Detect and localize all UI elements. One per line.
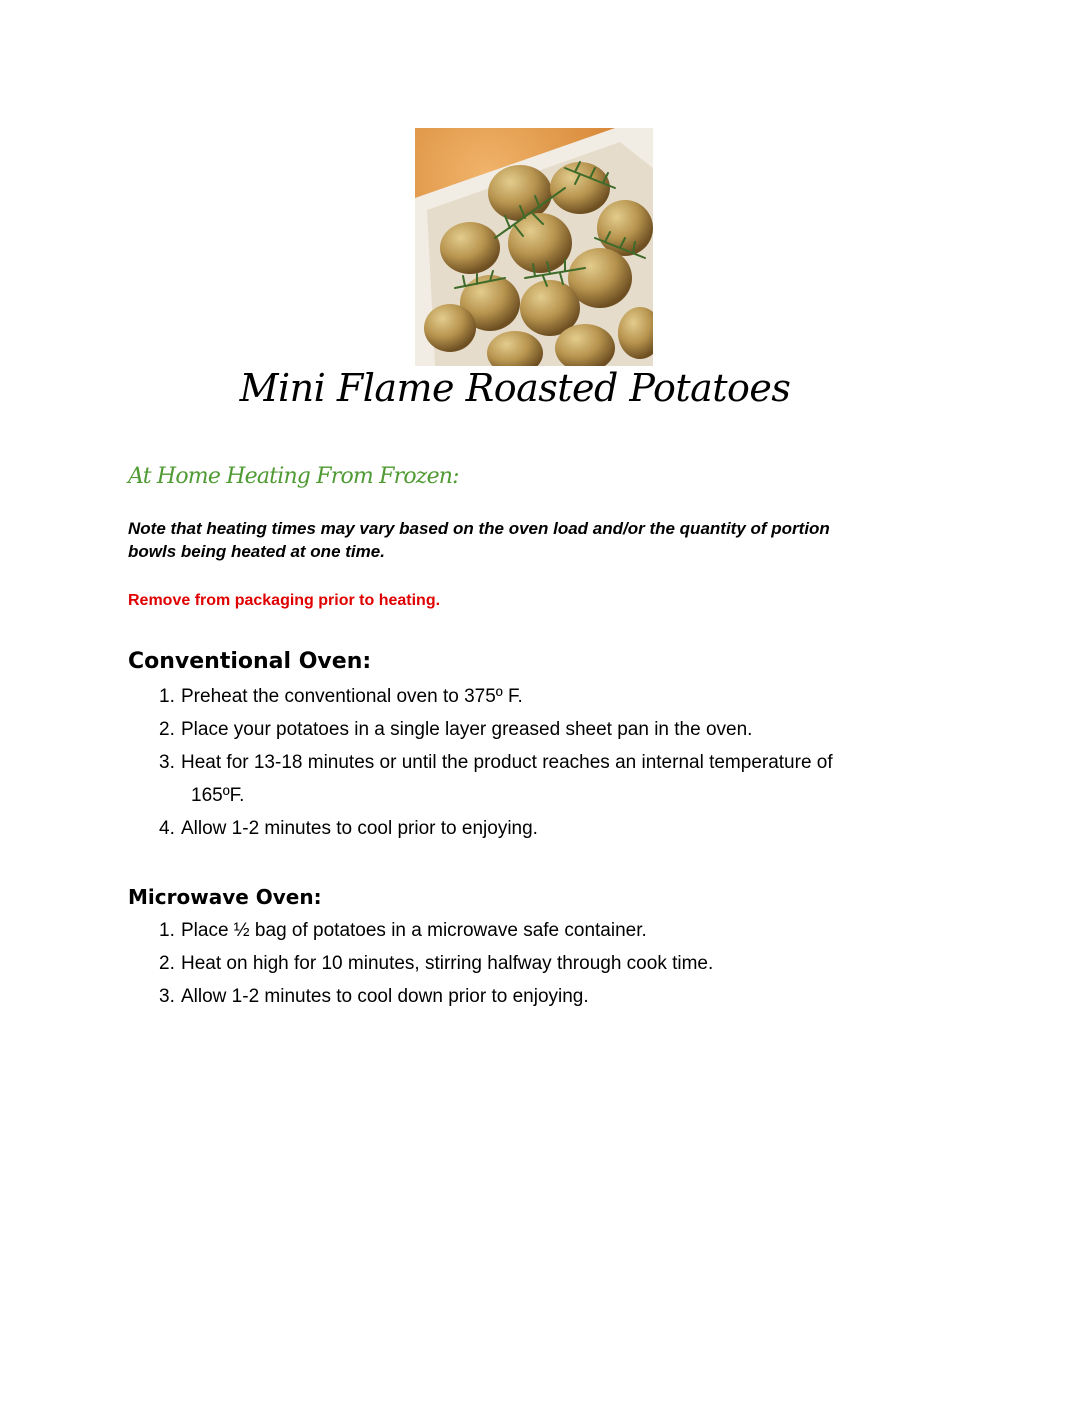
step-number: 2. [159,719,175,740]
page-title: Mini Flame Roasted Potatoes [239,366,791,410]
step-number: 4. [159,818,175,839]
list-item [159,947,919,980]
step-text-continuation: 165ºF. [191,785,245,806]
roasted-potatoes-photo [415,128,653,366]
list-item [159,980,919,1013]
list-item-continuation [159,779,919,812]
heating-note-line2: bowls being heated at one time. [128,542,385,561]
list-item [159,812,919,845]
heating-note [128,517,948,563]
microwave-oven-steps [159,914,919,1013]
step-number: 3. [159,986,175,1007]
list-item [159,914,919,947]
microwave-oven-heading: Microwave Oven: [128,885,322,909]
list-item [159,746,919,779]
list-item [159,713,919,746]
step-number: 1. [159,686,175,707]
heating-note-line1: Note that heating times may vary based on the oven load and/or the quantity of portion [128,519,830,538]
roasted-potatoes-image [415,128,653,366]
step-text: Heat for 13-18 minutes or until the product reaches an internal temperature of [181,752,833,773]
step-text: Place ½ bag of potatoes in a microwave safe container. [181,920,647,941]
step-text: Allow 1-2 minutes to cool prior to enjoying. [181,818,538,839]
packaging-warning: Remove from packaging prior to heating. [128,592,441,609]
step-number: 2. [159,953,175,974]
heating-subheading: At Home Heating From Frozen: [128,464,459,489]
step-number: 3. [159,752,175,773]
step-text: Preheat the conventional oven to 375º F. [181,686,523,707]
step-text: Place your potatoes in a single layer greased sheet pan in the oven. [181,719,753,740]
conventional-oven-steps [159,680,919,845]
step-number: 1. [159,920,175,941]
step-text: Allow 1-2 minutes to cool down prior to enjoying. [181,986,589,1007]
conventional-oven-heading: Conventional Oven: [128,649,372,674]
step-text: Heat on high for 10 minutes, stirring halfway through cook time. [181,953,714,974]
list-item [159,680,919,713]
